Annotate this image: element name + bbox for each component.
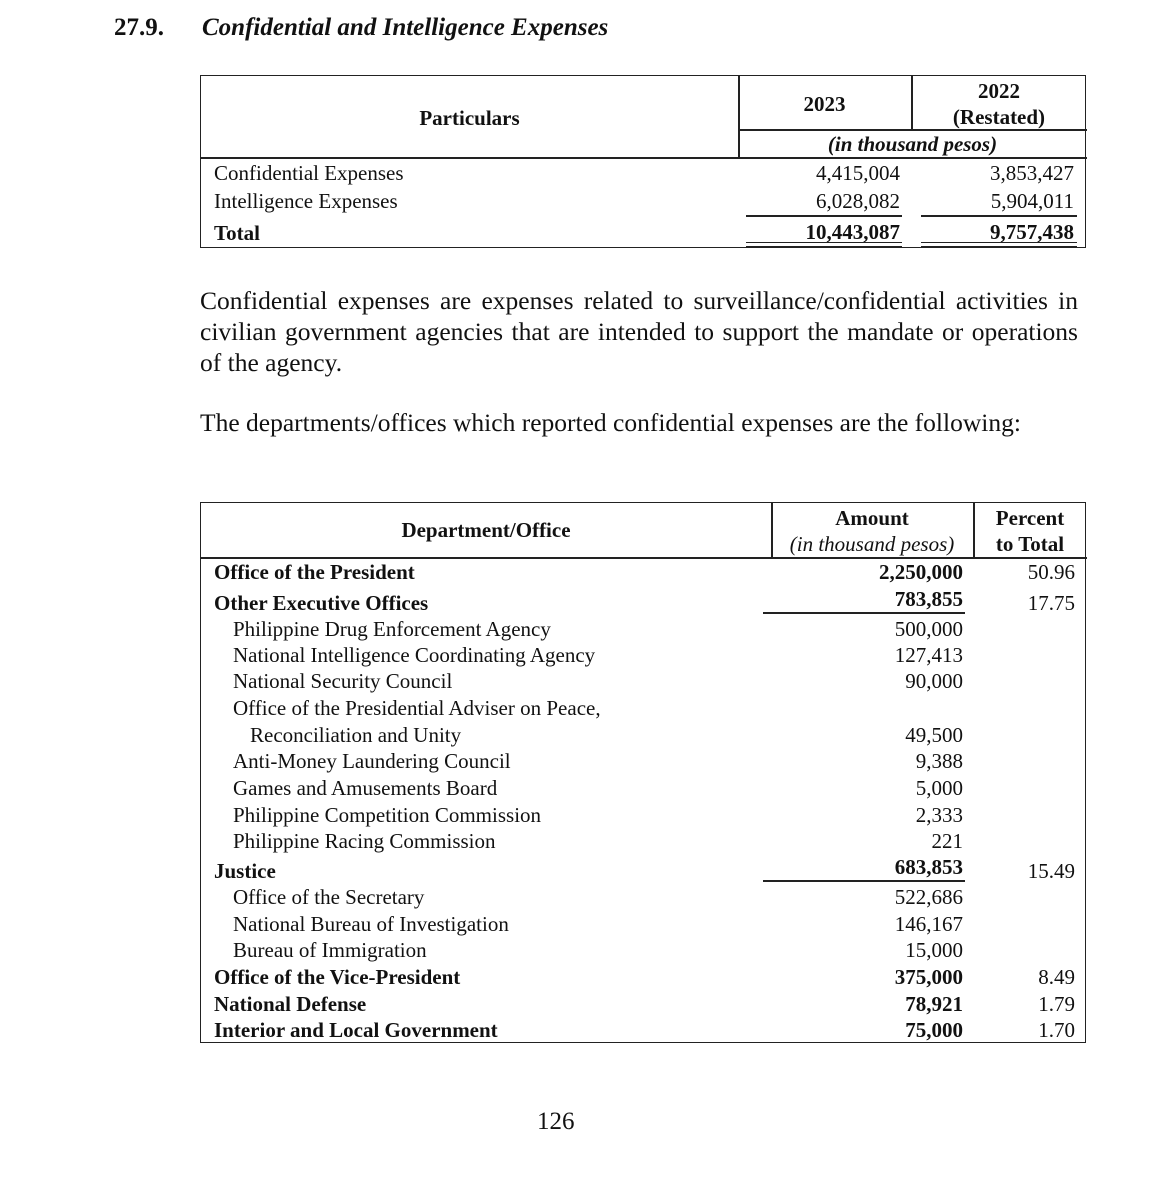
table-row-amount: 522,686: [894, 885, 963, 909]
table-row-label: National Defense: [214, 992, 367, 1016]
table-row-amount: 783,855: [894, 587, 963, 611]
table-row-label: Philippine Drug Enforcement Agency: [233, 617, 551, 641]
total-label: Total: [214, 221, 260, 245]
total-2022: 9,757,438: [990, 220, 1074, 244]
header-2022-restated: (Restated): [952, 105, 1046, 129]
row-value-2022: 5,904,011: [990, 189, 1074, 213]
header-percent: Percent: [995, 506, 1065, 530]
header-2023: 2023: [803, 92, 846, 116]
table-row-amount: 90,000: [905, 669, 963, 693]
table-row-amount: 75,000: [905, 1018, 963, 1042]
row-label: Intelligence Expenses: [214, 189, 398, 213]
table-row-label: Philippine Racing Commission: [233, 829, 496, 853]
header-2022: 2022: [978, 79, 1020, 103]
table-row-amount: 9,388: [915, 749, 963, 773]
table-row-label: Office of the Secretary: [233, 885, 425, 909]
table-row-label: Anti-Money Laundering Council: [233, 749, 511, 773]
units-label: (in thousand pesos): [827, 132, 998, 156]
table-row-label: National Bureau of Investigation: [233, 912, 509, 936]
section-number: 27.9.: [114, 14, 164, 41]
paragraph-departments-intro: The departments/offices which reported confidential expenses are the following:: [200, 408, 1021, 437]
table-row-percent: 17.75: [1027, 591, 1075, 615]
table-row-label: Other Executive Offices: [214, 591, 429, 615]
table-row-label: Office of the Presidential Adviser on Peace,: [233, 696, 601, 720]
table-row-label: Reconciliation and Unity: [250, 723, 462, 747]
expenses-summary-table: [200, 75, 1086, 248]
table-row-amount: 78,921: [905, 992, 963, 1016]
row-value-2022: 3,853,427: [990, 161, 1074, 185]
table-row-amount: 2,250,000: [879, 560, 963, 584]
table-row-label: Philippine Competition Commission: [233, 803, 542, 827]
table-row-label: Office of the Vice-President: [214, 965, 461, 989]
table-row-percent: 8.49: [1038, 965, 1075, 989]
header-amount-units: (in thousand pesos): [789, 532, 955, 556]
table-row-amount: 375,000: [894, 965, 963, 989]
table-row-label: Games and Amusements Board: [233, 776, 498, 800]
table-row-label: Justice: [214, 859, 276, 883]
table-row-amount: 683,853: [894, 855, 963, 879]
table-row-percent: 1.79: [1038, 992, 1075, 1016]
table-row-percent: 50.96: [1027, 560, 1075, 584]
header-particulars: Particulars: [419, 106, 520, 130]
table-row-label: Interior and Local Government: [214, 1018, 498, 1042]
table-row-percent: 15.49: [1027, 859, 1075, 883]
departments-table: [200, 502, 1086, 1043]
table-row-label: National Intelligence Coordinating Agency: [233, 643, 596, 667]
header-amount: Amount: [835, 506, 909, 530]
header-department: Department/Office: [401, 518, 571, 542]
row-value-2023: 4,415,004: [816, 161, 900, 185]
table-row-label: Bureau of Immigration: [233, 938, 427, 962]
table-row-label: Office of the President: [214, 560, 415, 584]
table-row-percent: 1.70: [1038, 1018, 1075, 1042]
paragraph-confidential-definition: Confidential expenses are expenses related to surveillance/confidential activities in civilian government agencies that are intended to support the mandate or operations of the agency.: [200, 286, 1078, 377]
table-row-amount: 127,413: [894, 643, 963, 667]
table-row-amount: 500,000: [894, 617, 963, 641]
page-number: 126: [537, 1108, 575, 1135]
section-title: Confidential and Intelligence Expenses: [202, 14, 609, 41]
table-row-label: National Security Council: [233, 669, 453, 693]
table-row-amount: 221: [931, 829, 963, 853]
row-value-2023: 6,028,082: [816, 189, 900, 213]
table-row-amount: 146,167: [894, 912, 963, 936]
table-row-amount: 2,333: [915, 803, 963, 827]
table-row-amount: 5,000: [915, 776, 963, 800]
total-2023: 10,443,087: [805, 220, 900, 244]
header-percent-total: to Total: [995, 532, 1065, 556]
table-row-amount: 15,000: [905, 938, 963, 962]
table-row-amount: 49,500: [905, 723, 963, 747]
row-label: Confidential Expenses: [214, 161, 404, 185]
